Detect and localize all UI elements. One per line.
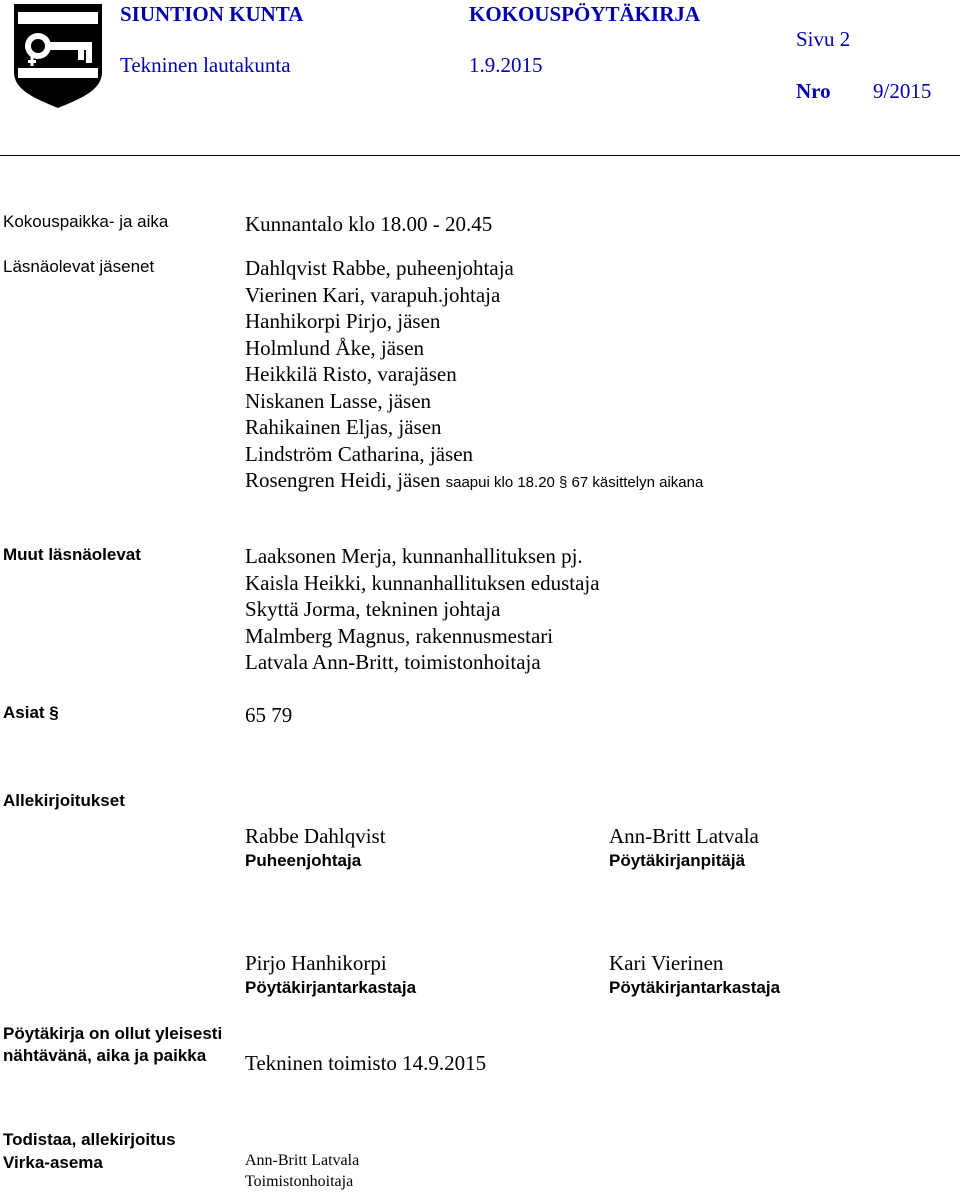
org-name: SIUNTION KUNTA bbox=[120, 2, 304, 26]
list-item: Dahlqvist Rabbe, puheenjohtaja bbox=[245, 256, 514, 280]
meeting-place-value: Kunnantalo klo 18.00 - 20.45 bbox=[245, 212, 493, 236]
list-item bbox=[245, 467, 703, 494]
public-display-label-1: Pöytäkirja on ollut yleisesti bbox=[3, 1024, 223, 1043]
public-display-label-2: nähtävänä, aika ja paikka bbox=[3, 1046, 207, 1065]
others-list bbox=[245, 543, 600, 676]
key-shield-icon bbox=[12, 2, 104, 110]
chair-name: Rabbe Dahlqvist bbox=[245, 824, 386, 848]
certifier-title: Toimistonhoitaja bbox=[245, 1173, 354, 1190]
items-range: 65 79 bbox=[245, 703, 293, 727]
list-item: Malmberg Magnus, rakennusmestari bbox=[245, 623, 554, 648]
arrival-note: saapui klo 18.20 § 67 käsittelyn aikana bbox=[445, 474, 704, 491]
list-item: Niskanen Lasse, jäsen bbox=[245, 388, 432, 413]
list-item: Skyttä Jorma, tekninen johtaja bbox=[245, 597, 501, 621]
page-number: Sivu 2 bbox=[796, 27, 851, 51]
list-item: Rahikainen Eljas, jäsen bbox=[245, 415, 442, 439]
checker1-name: Pirjo Hanhikorpi bbox=[245, 951, 387, 975]
list-item: Kaisla Heikki, kunnanhallituksen edustaja bbox=[245, 570, 600, 595]
items-label: Asiat § bbox=[3, 703, 59, 722]
coat-of-arms-logo bbox=[12, 2, 104, 110]
board-name: Tekninen lautakunta bbox=[120, 53, 291, 77]
members-label: Läsnäolevat jäsenet bbox=[3, 257, 155, 276]
list-item: Latvala Ann-Britt, toimistonhoitaja bbox=[245, 650, 541, 674]
document-type: KOKOUSPÖYTÄKIRJA bbox=[469, 2, 701, 26]
list-item: Hanhikorpi Pirjo, jäsen bbox=[245, 309, 441, 333]
secretary-name: Ann-Britt Latvala bbox=[609, 824, 759, 848]
meeting-place-label: Kokouspaikka- ja aika bbox=[3, 212, 169, 231]
list-item: Vierinen Kari, varapuh.johtaja bbox=[245, 282, 501, 307]
nro-value: 9/2015 bbox=[873, 79, 932, 103]
nro-label: Nro bbox=[796, 79, 831, 103]
certifier-name: Ann-Britt Latvala bbox=[245, 1152, 360, 1169]
others-label: Muut läsnäolevat bbox=[3, 545, 141, 564]
member-name: Rosengren Heidi, jäsen bbox=[245, 468, 441, 492]
secretary-role: Pöytäkirjanpitäjä bbox=[609, 851, 746, 870]
public-display-value: Tekninen toimisto 14.9.2015 bbox=[245, 1051, 487, 1075]
checker2-name: Kari Vierinen bbox=[609, 951, 724, 975]
list-item: Holmlund Åke, jäsen bbox=[245, 335, 425, 360]
chair-role: Puheenjohtaja bbox=[245, 851, 362, 870]
list-item: Lindström Catharina, jäsen bbox=[245, 441, 474, 466]
list-item: Heikkilä Risto, varajäsen bbox=[245, 362, 457, 386]
header-divider bbox=[0, 155, 960, 156]
signatures-label: Allekirjoitukset bbox=[3, 791, 125, 810]
list-item: Laaksonen Merja, kunnanhallituksen pj. bbox=[245, 544, 583, 568]
checker1-role: Pöytäkirjantarkastaja bbox=[245, 978, 417, 997]
certification-label-1: Todistaa, allekirjoitus bbox=[3, 1130, 176, 1149]
members-list bbox=[245, 255, 703, 494]
certification-label-2: Virka-asema bbox=[3, 1153, 103, 1172]
checker2-role: Pöytäkirjantarkastaja bbox=[609, 978, 781, 997]
meeting-date: 1.9.2015 bbox=[469, 53, 543, 77]
